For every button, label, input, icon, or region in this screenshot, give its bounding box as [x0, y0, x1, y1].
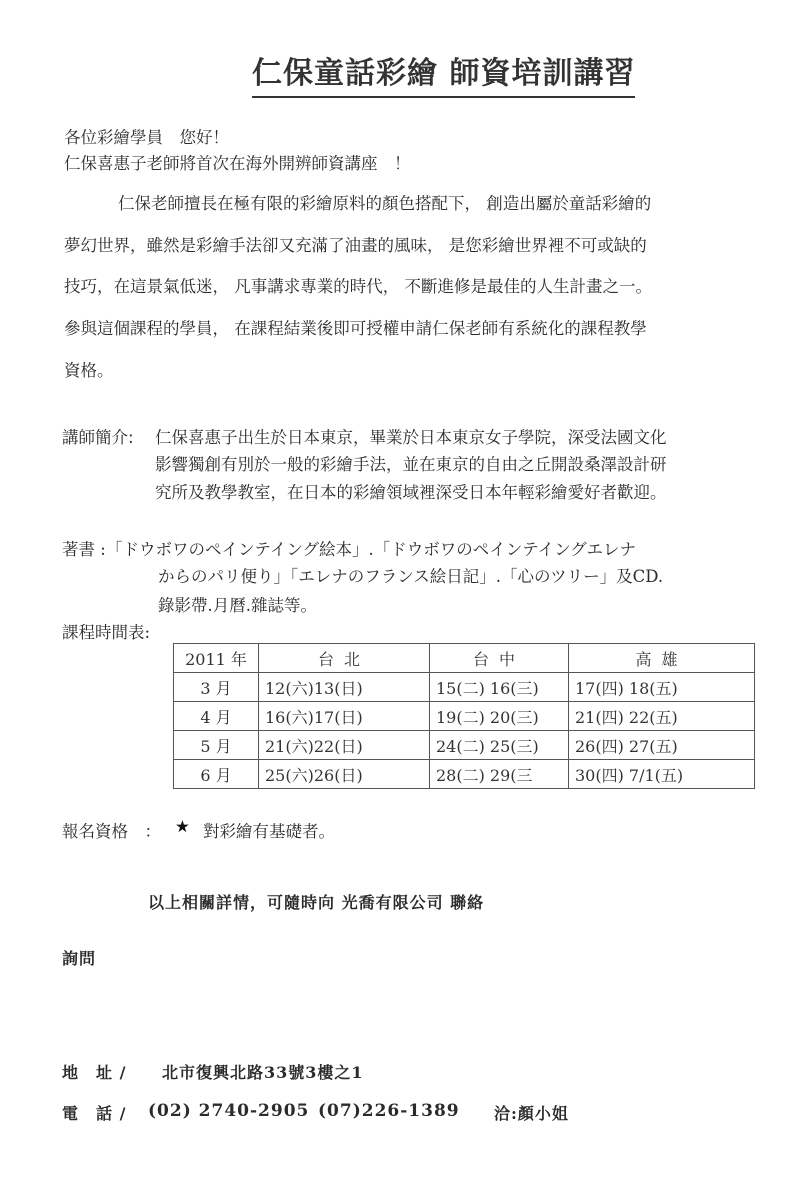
eligibility-label: 報名資格 ：	[62, 822, 161, 841]
month-cell: 5 月	[174, 731, 259, 760]
address-value: 北市復興北路33號3樓之1	[162, 1063, 364, 1082]
header-kaohsiung: 高雄	[569, 644, 755, 673]
instructor-line: 究所及教學教室，在日本的彩繪領域裡深受日本年輕彩繪愛好者歡迎。	[155, 483, 667, 502]
month-cell: 3 月	[174, 673, 259, 702]
instructor-line: 影響獨創有別於一般的彩繪手法，並在東京的自由之丘開設桑澤設計研	[155, 455, 667, 474]
instructor-label: 講師簡介:	[62, 428, 134, 447]
contact-note: 以上相關詳情，可隨時向 光喬有限公司 聯絡	[148, 893, 485, 912]
books-line: 「ドウボワのペインテイング絵本」.「ドウボワのペインテイングエレナ	[106, 540, 636, 559]
inquiry-label: 詢問	[62, 949, 97, 968]
header-taichung: 台中	[430, 644, 569, 673]
table-header-row	[174, 644, 755, 673]
books-line: からのパリ便り」「エレナのフランス絵日記」.「心のツリー」及CD.	[158, 567, 664, 586]
table-row	[174, 760, 755, 789]
table-row	[174, 702, 755, 731]
month-cell: 4 月	[174, 702, 259, 731]
table-row	[174, 673, 755, 702]
phone-number-taipei: (02) 2740-2905	[148, 1101, 310, 1121]
intro-line: 夢幻世界，雖然是彩繪手法卻又充滿了油畫的風味， 是您彩繪世界裡不可或缺的	[64, 236, 647, 255]
books-line: 錄影帶.月曆.雜誌等。	[158, 596, 317, 615]
taipei-cell: 12(六)13(日)	[259, 673, 430, 702]
instructor-line: 仁保喜惠子出生於日本東京，畢業於日本東京女子學院，深受法國文化	[155, 428, 667, 447]
phone-label: 電 話 /	[62, 1104, 127, 1123]
kaohsiung-cell: 17(四) 18(五)	[569, 673, 755, 702]
schedule-label: 課程時間表:	[62, 623, 151, 642]
phone-number-kaohsiung: (07)226-1389	[318, 1101, 460, 1121]
star-icon: ★	[175, 817, 190, 836]
taichung-cell: 19(二) 20(三)	[430, 702, 569, 731]
kaohsiung-cell: 26(四) 27(五)	[569, 731, 755, 760]
intro-line: 資格。	[64, 361, 114, 380]
month-cell: 6 月	[174, 760, 259, 789]
books-label: 著書 :	[62, 540, 106, 559]
schedule-table	[173, 643, 755, 789]
intro-line: 仁保老師擅長在極有限的彩繪原料的顏色搭配下， 創造出屬於童話彩繪的	[118, 194, 652, 213]
contact-person: 洽:顏小姐	[494, 1104, 569, 1123]
eligibility-text: 對彩繪有基礎者。	[203, 822, 335, 841]
address-label: 地 址 /	[62, 1063, 127, 1082]
header-taipei: 台北	[259, 644, 430, 673]
kaohsiung-cell: 30(四) 7/1(五)	[569, 760, 755, 789]
taipei-cell: 16(六)17(日)	[259, 702, 430, 731]
taipei-cell: 21(六)22(日)	[259, 731, 430, 760]
intro-line: 技巧，在這景氣低迷， 凡事講求專業的時代， 不斷進修是最佳的人生計畫之一。	[64, 277, 652, 296]
kaohsiung-cell: 21(四) 22(五)	[569, 702, 755, 731]
greeting-line-1: 各位彩繪學員 您好！	[64, 128, 229, 147]
greeting-line-2: 仁保喜惠子老師將首次在海外開辨師資講座 ！	[64, 154, 411, 173]
table-row	[174, 731, 755, 760]
taichung-cell: 28(二) 29(三	[430, 760, 569, 789]
page-title: 仁保童話彩繪 師資培訓講習	[252, 48, 635, 98]
header-year: 2011 年	[174, 644, 259, 673]
taichung-cell: 15(二) 16(三)	[430, 673, 569, 702]
taipei-cell: 25(六)26(日)	[259, 760, 430, 789]
taichung-cell: 24(二) 25(三)	[430, 731, 569, 760]
intro-line: 參與這個課程的學員， 在課程結業後即可授權申請仁保老師有系統化的課程教學	[64, 319, 647, 338]
